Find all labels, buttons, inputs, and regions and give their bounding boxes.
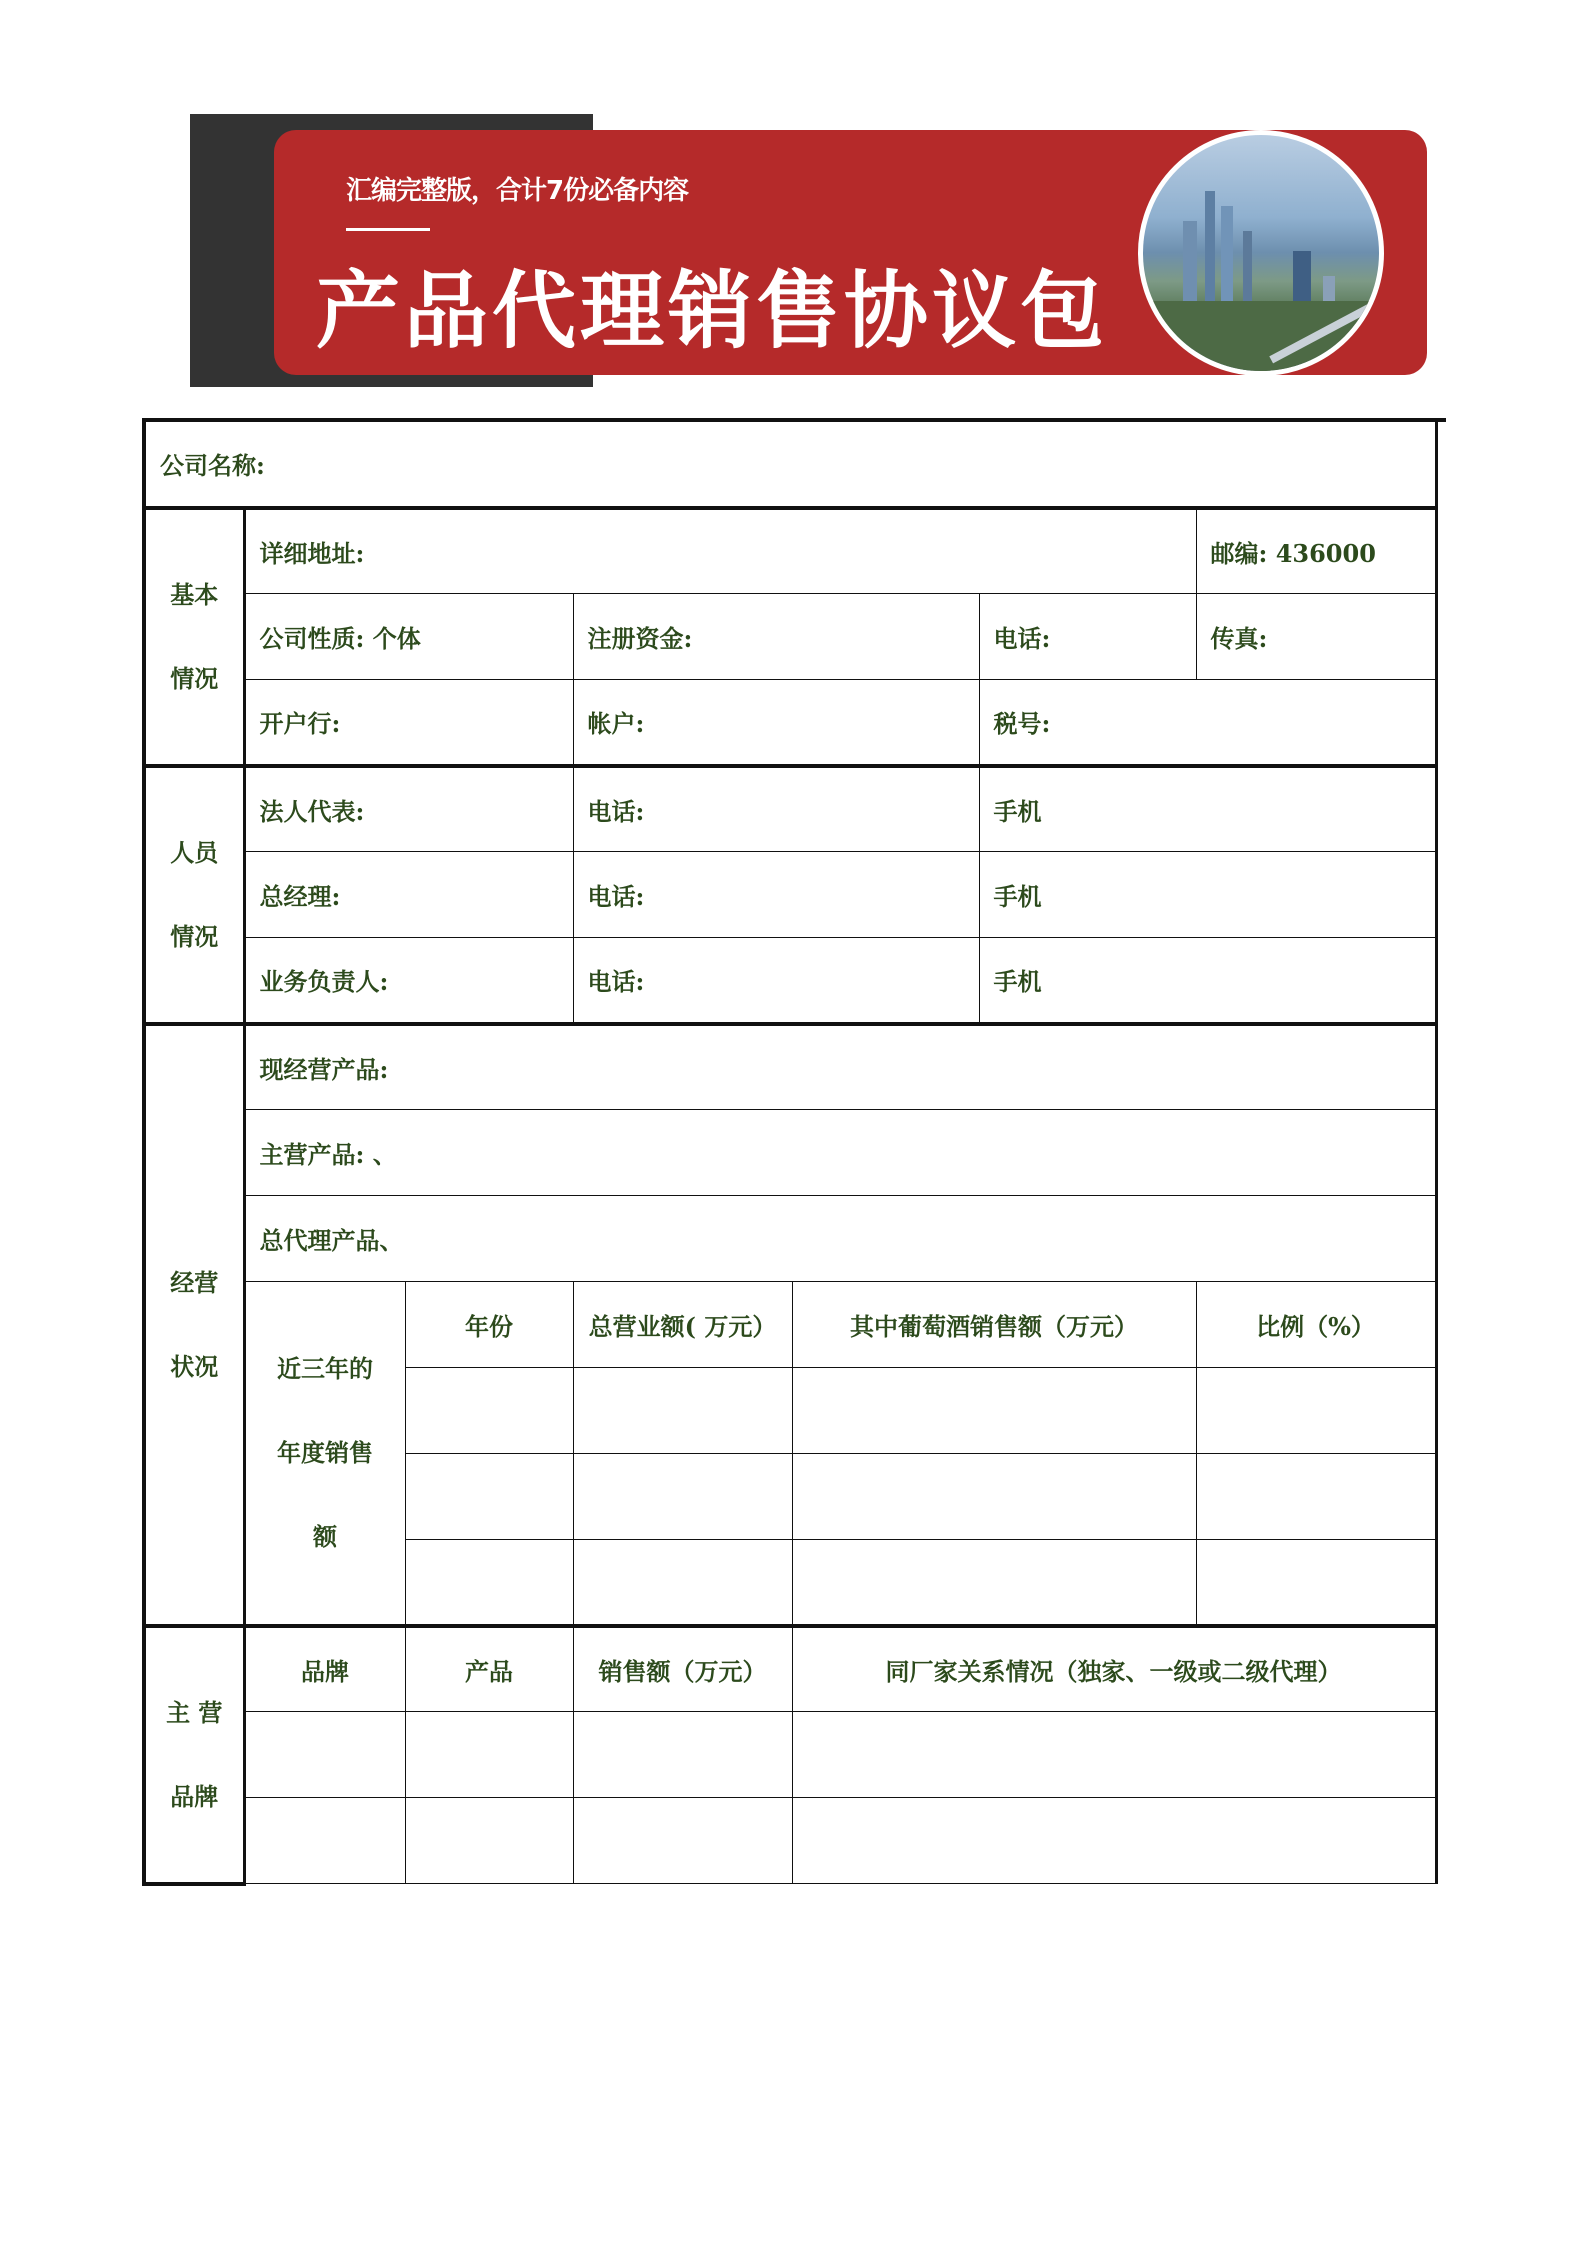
tax-number-field[interactable]: 税号:	[979, 680, 1436, 766]
general-manager-mobile-field[interactable]: 手机	[979, 852, 1436, 938]
banner-divider	[346, 228, 430, 231]
banner-title: 产品代理销售协议包	[316, 262, 1109, 360]
sales-cell[interactable]	[1196, 1540, 1436, 1626]
personnel-section-label: 人员 情况	[144, 766, 244, 1024]
account-field[interactable]: 帐户:	[573, 680, 979, 766]
sales-cell[interactable]	[1196, 1454, 1436, 1540]
company-nature-field[interactable]: 公司性质: 个体	[244, 594, 573, 680]
brand-row	[144, 1712, 1436, 1798]
brand-cell[interactable]	[405, 1798, 573, 1884]
sales-cell[interactable]	[573, 1454, 792, 1540]
annual-sales-label: 近三年的 年度销售 额	[244, 1282, 405, 1626]
brand-row	[144, 1798, 1436, 1884]
brand-cell[interactable]	[792, 1712, 1436, 1798]
postcode-field[interactable]: 邮编: 436000	[1196, 508, 1436, 594]
year-header: 年份	[405, 1282, 573, 1368]
main-products-field[interactable]: 主营产品: 、	[244, 1110, 1436, 1196]
business-section-label: 经营 状况	[144, 1024, 244, 1626]
brands-section-label: 主 营 品牌	[144, 1626, 244, 1884]
current-products-field[interactable]: 现经营产品:	[244, 1024, 1436, 1110]
sales-cell[interactable]	[792, 1368, 1196, 1454]
phone-field[interactable]: 电话:	[979, 594, 1196, 680]
sales-cell[interactable]	[1196, 1368, 1436, 1454]
sales-cell[interactable]	[573, 1540, 792, 1626]
brand-sales-header: 销售额（万元）	[573, 1626, 792, 1712]
registered-capital-field[interactable]: 注册资金:	[573, 594, 979, 680]
product-header: 产品	[405, 1626, 573, 1712]
business-lead-phone-field[interactable]: 电话:	[573, 938, 979, 1024]
bank-field[interactable]: 开户行:	[244, 680, 573, 766]
sales-cell[interactable]	[405, 1540, 573, 1626]
address-field[interactable]: 详细地址:	[244, 508, 1196, 594]
ratio-header: 比例（%）	[1196, 1282, 1436, 1368]
sales-cell[interactable]	[405, 1454, 573, 1540]
city-skyline-image	[1138, 130, 1384, 376]
brand-cell[interactable]	[244, 1712, 405, 1798]
general-agency-products-field[interactable]: 总代理产品、	[244, 1196, 1436, 1282]
fax-field[interactable]: 传真:	[1196, 594, 1436, 680]
sales-cell[interactable]	[405, 1368, 573, 1454]
wine-sales-header: 其中葡萄酒销售额（万元）	[792, 1282, 1196, 1368]
general-manager-phone-field[interactable]: 电话:	[573, 852, 979, 938]
basic-info-section-label: 基本 情况	[144, 508, 244, 766]
sales-cell[interactable]	[792, 1540, 1196, 1626]
business-lead-field[interactable]: 业务负责人:	[244, 938, 573, 1024]
manufacturer-relation-header: 同厂家关系情况（独家、一级或二级代理）	[792, 1626, 1436, 1712]
brand-cell[interactable]	[792, 1798, 1436, 1884]
agency-info-form	[142, 421, 1438, 1886]
company-name-field[interactable]: 公司名称:	[144, 422, 1436, 508]
brand-header: 品牌	[244, 1626, 405, 1712]
business-lead-mobile-field[interactable]: 手机	[979, 938, 1436, 1024]
legal-rep-field[interactable]: 法人代表:	[244, 766, 573, 852]
banner-subtitle: 汇编完整版，合计7份必备内容	[346, 176, 689, 206]
brand-cell[interactable]	[573, 1712, 792, 1798]
sales-cell[interactable]	[573, 1368, 792, 1454]
brand-cell[interactable]	[405, 1712, 573, 1798]
legal-rep-mobile-field[interactable]: 手机	[979, 766, 1436, 852]
brand-cell[interactable]	[244, 1798, 405, 1884]
total-revenue-header: 总营业额( 万元）	[573, 1282, 792, 1368]
brand-cell[interactable]	[573, 1798, 792, 1884]
sales-cell[interactable]	[792, 1454, 1196, 1540]
general-manager-field[interactable]: 总经理:	[244, 852, 573, 938]
legal-rep-phone-field[interactable]: 电话:	[573, 766, 979, 852]
